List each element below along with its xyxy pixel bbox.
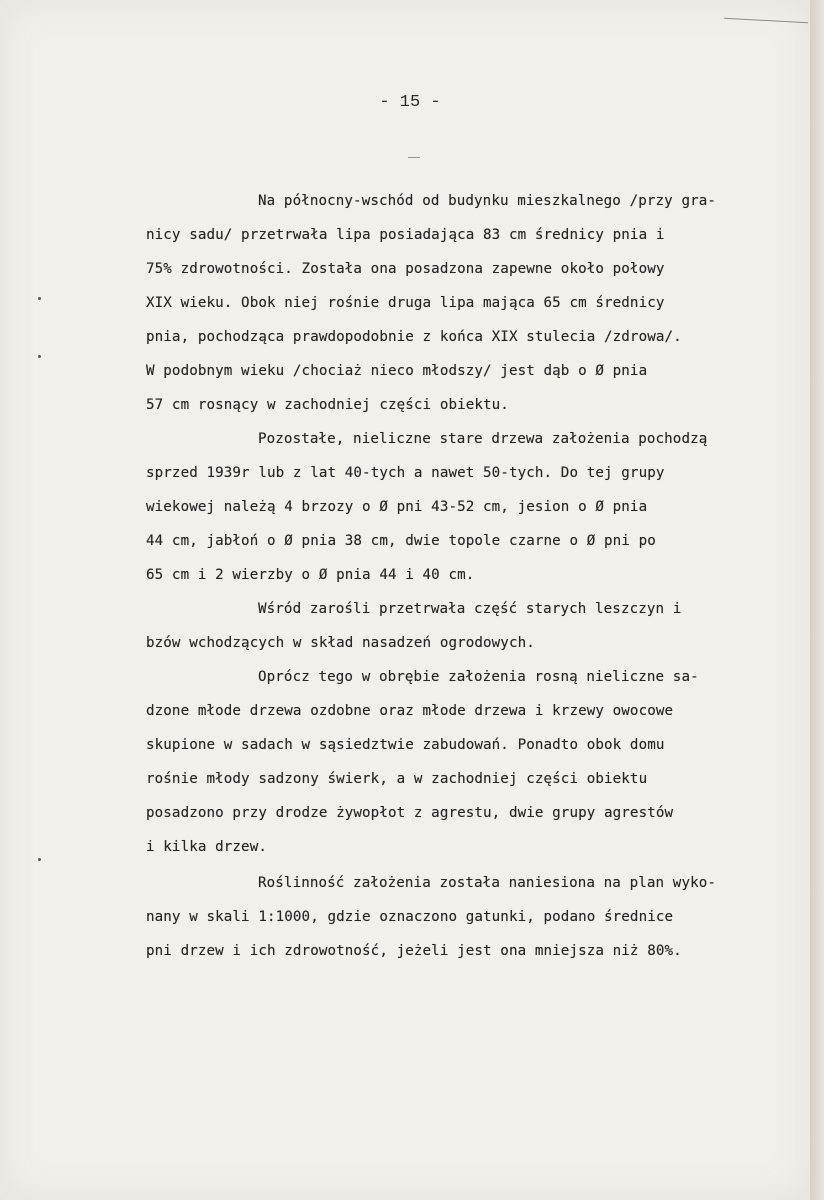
margin-dot xyxy=(38,297,41,300)
text-line: rośnie młody sadzony świerk, a w zachodniej części obiektu xyxy=(146,771,648,787)
margin-dot xyxy=(38,355,41,358)
text-line: sprzed 1939r lub z lat 40-tych a nawet 50-tych. Do tej grupy xyxy=(146,465,665,481)
text-line: dzone młode drzewa ozdobne oraz młode drzewa i krzewy owocowe xyxy=(146,703,674,719)
text-line: i kilka drzew. xyxy=(146,839,267,855)
text-line: W podobnym wieku /chociaż nieco młodszy/ jest dąb o Ø pnia xyxy=(146,363,648,379)
page-number: - 15 - xyxy=(379,93,441,112)
text-line: Na północny-wschód od budynku mieszkalnego /przy gra- xyxy=(258,193,717,209)
text-line: Pozostałe, nieliczne stare drzewa założenia pochodzą xyxy=(258,431,708,447)
text-line: Roślinność założenia została naniesiona na plan wyko- xyxy=(258,875,717,891)
margin-dot xyxy=(38,858,41,861)
text-line: Wśród zarośli przetrwała część starych leszczyn i xyxy=(258,601,682,617)
text-line: XIX wieku. Obok niej rośnie druga lipa mająca 65 cm średnicy xyxy=(146,295,665,311)
text-line: 57 cm rosnący w zachodniej części obiektu. xyxy=(146,397,509,413)
text-line: nicy sadu/ przetrwała lipa posiadająca 83 cm średnicy pnia i xyxy=(146,227,665,243)
text-line: nany w skali 1:1000, gdzie oznaczono gatunki, podano średnice xyxy=(146,909,674,925)
text-line: bzów wchodzących w skład nasadzeń ogrodowych. xyxy=(146,635,535,651)
text-line: 75% zdrowotności. Została ona posadzona zapewne około połowy xyxy=(146,261,665,277)
text-line: 44 cm, jabłoń o Ø pnia 38 cm, dwie topole czarne o Ø pni po xyxy=(146,533,656,549)
text-line: Oprócz tego w obrębie założenia rosną nieliczne sa- xyxy=(258,669,699,685)
text-line: pni drzew i ich zdrowotność, jeżeli jest ona mniejsza niż 80%. xyxy=(146,943,682,959)
text-line: posadzono przy drodze żywopłot z agrestu, dwie grupy agrestów xyxy=(146,805,674,821)
text-line: skupione w sadach w sąsiedztwie zabudowań. Ponadto obok domu xyxy=(146,737,665,753)
text-line: wiekowej należą 4 brzozy o Ø pni 43-52 cm, jesion o Ø pnia xyxy=(146,499,648,515)
text-line: pnia, pochodząca prawdopodobnie z końca XIX stulecia /zdrowa/. xyxy=(146,329,682,345)
text-line: 65 cm i 2 wierzby o Ø pnia 44 i 40 cm. xyxy=(146,567,475,583)
typed-dash-mark xyxy=(408,157,420,158)
page-edge xyxy=(810,0,824,1200)
